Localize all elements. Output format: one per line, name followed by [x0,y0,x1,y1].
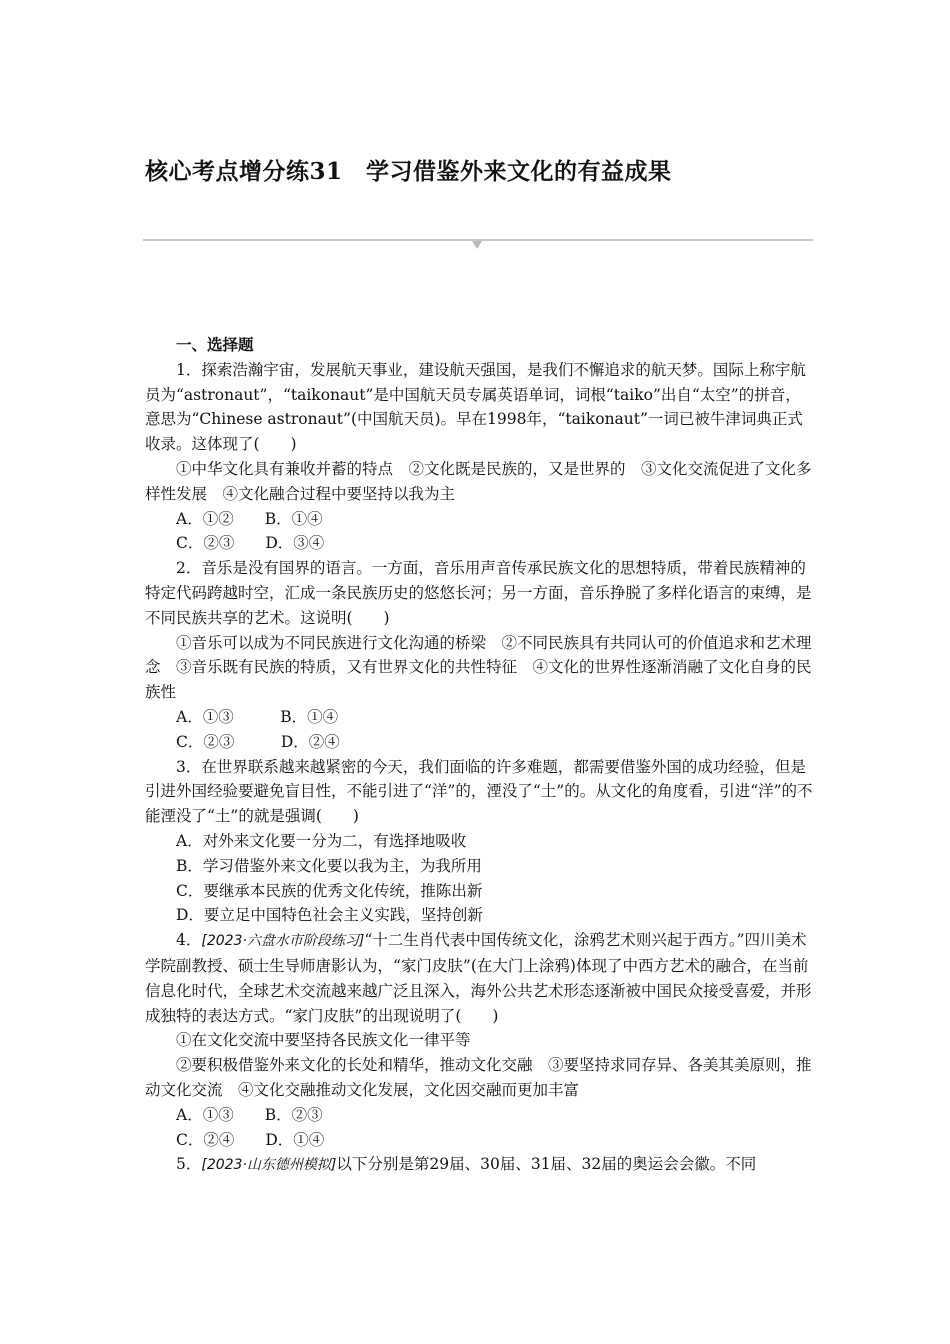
q4-items: ②要积极借鉴外来文化的长处和精华，推动文化交融 ③要坚持求同存异、各美其美原则，推动文化交流 ④文化交融推动文化发展，文化因交融而更加丰富 [145,1056,812,1099]
q4-number: 4． [176,931,202,950]
page-title: 核心考点增分练31 学习借鉴外来文化的有益成果 [145,158,672,185]
question-content [145,333,813,1178]
q4-options-ab: A．①③ B．②③ [176,1105,323,1124]
q1-options-ab: A．①② B．①④ [176,509,323,528]
section-heading: 一、选择题 [176,335,254,354]
q2-stem: 2．音乐是没有国界的语言。一方面，音乐用声音传承民族文化的思想特质，带着民族精神的特定代码跨越时空，汇成一条民族历史的悠悠长河；另一方面，音乐挣脱了多样化语言的束缚，是不同民族共享的艺术。这说明( ) [145,559,812,627]
q4-stem-text: “十二生肖代表中国传统文化，涂鸦艺术则兴起于西方。”四川美术学院副教授、硕士生导师唐影认为，“家门皮肤”(在大门上涂鸦)体现了中西方艺术的融合，在当前信息化时代，全球艺术交流越来越广泛且深入，海外公共艺术形态逐渐被中国民众接受喜爱，并形成独特的表达方式。“家门皮肤”的出现说明了( ) [145,931,812,1025]
q4-source: [2023·六盘水市阶段练习] [201,933,365,950]
q3-stem: 3．在世界联系越来越紧密的今天，我们面临的许多难题，都需要借鉴外国的成功经验，但是引进外国经验要避免盲目性，不能引进了“洋”的，湮没了“土”的。从文化的角度看，引进“洋”的不能湮没了“土”的就是强调( ) [145,757,813,826]
q5-source: [2023·山东德州模拟] [201,1157,337,1174]
q3-option-c: C．要继承本民族的优秀文化传统，推陈出新 [176,881,483,900]
q2-options-cd: C．②③ D．②④ [176,732,340,751]
q4-options-cd: C．②④ D．①④ [176,1130,325,1149]
q3-option-b: B．学习借鉴外来文化要以我为主，为我所用 [176,856,482,875]
q1-items: ①中华文化具有兼收并蓄的特点 ②文化既是民族的，又是世界的 ③文化交流促进了文化多样性发展 ④文化融合过程中要坚持以我为主 [145,459,812,503]
q4-item-1: ①在文化交流中要坚持各民族文化一律平等 [176,1031,471,1050]
q2-items: ①音乐可以成为不同民族进行文化沟通的桥梁 ②不同民族具有共同认可的价值追求和艺术理念 ③音乐既有民族的特质，又有世界文化的共性特征 ④文化的世界性逐渐消融了文化自身的民族性 [145,633,812,702]
divider-arrow-icon [472,241,482,249]
q5-number: 5． [176,1155,202,1174]
q2-options-ab: A．①③ B．①④ [176,707,339,726]
q5-stem-text: 以下分别是第29届、30届、31届、32届的奥运会会徽。不同 [336,1155,757,1174]
q1-stem: 1．探索浩瀚宇宙，发展航天事业，建设航天强国，是我们不懈追求的航天梦。国际上称宇航员为“astronaut”，“taikonaut”是中国航天员专属英语单词，词根“taiko”出自“太空”的拼音，意思为“Chinese astronaut”(中国航天员)。早在1998年，“taikonaut”一词已被牛津词典正式收录。这体现了( ) [145,360,806,454]
q4-stem [145,928,813,1028]
q3-option-d: D．要立足中国特色社会主义实践，坚持创新 [176,906,483,925]
q3-option-a: A．对外来文化要一分为二，有选择地吸收 [176,831,467,850]
q1-options-cd: C．②③ D．③④ [176,534,325,553]
q5-stem [145,1152,813,1178]
